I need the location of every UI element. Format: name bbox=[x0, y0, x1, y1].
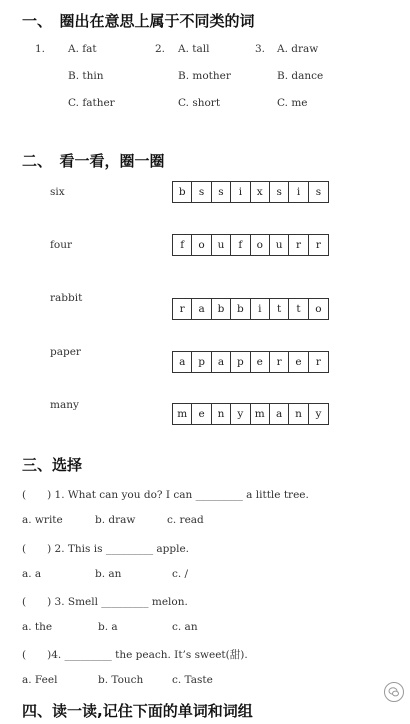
letter-cell: r bbox=[270, 352, 289, 372]
letter-grid-paper bbox=[172, 351, 329, 373]
word-paper: paper bbox=[50, 346, 81, 358]
group3-number: 3. bbox=[255, 43, 266, 55]
letter-cell: s bbox=[192, 182, 211, 202]
word-four: four bbox=[50, 239, 72, 251]
question-1-stem: ( ) 1. What can you do? I can _________ a little tree. bbox=[22, 489, 309, 501]
question-4-option-c: c. Taste bbox=[172, 674, 213, 686]
letter-cell: s bbox=[270, 182, 289, 202]
group1-option-b: B. thin bbox=[68, 70, 104, 82]
question-1-option-c: c. read bbox=[167, 514, 204, 526]
letter-cell: y bbox=[315, 408, 322, 420]
letter-grid-six bbox=[172, 181, 329, 203]
group2-number: 2. bbox=[155, 43, 166, 55]
letter-cell: i bbox=[289, 182, 308, 202]
letter-cell: u bbox=[270, 235, 289, 255]
question-3-option-b: b. a bbox=[98, 621, 118, 633]
letter-cell: f bbox=[173, 235, 192, 255]
letter-cell: b bbox=[173, 182, 192, 202]
letter-cell: p bbox=[231, 352, 250, 372]
letter-cell: b bbox=[212, 299, 231, 319]
question-4-option-b: b. Touch bbox=[98, 674, 144, 686]
question-4-stem: ( )4. _________ the peach. It’s sweet(甜). bbox=[22, 649, 248, 661]
question-2-option-c: c. / bbox=[172, 568, 189, 580]
letter-cell: t bbox=[289, 299, 308, 319]
letter-cell: a bbox=[173, 352, 192, 372]
group3-option-b: B. dance bbox=[277, 70, 324, 82]
letter-grid-many bbox=[172, 403, 329, 425]
letter-cell: u bbox=[212, 235, 231, 255]
letter-cell: i bbox=[231, 182, 250, 202]
letter-cell: b bbox=[231, 299, 250, 319]
question-4-option-a: a. Feel bbox=[22, 674, 58, 686]
letter-cell: e bbox=[192, 404, 211, 424]
letter-cell: r bbox=[315, 356, 321, 368]
letter-grid-four bbox=[172, 234, 329, 256]
letter-cell: y bbox=[231, 404, 250, 424]
section1-title: 一、 圈出在意思上属于不同类的词 bbox=[22, 12, 255, 30]
word-six: six bbox=[50, 186, 65, 198]
letter-cell: r bbox=[289, 235, 308, 255]
group1-option-a: A. fat bbox=[68, 43, 97, 55]
letter-cell: s bbox=[315, 186, 322, 198]
group2-option-a: A. tall bbox=[178, 43, 210, 55]
section3-title: 三、选择 bbox=[22, 456, 83, 474]
letter-cell: t bbox=[270, 299, 289, 319]
question-1-option-b: b. draw bbox=[95, 514, 136, 526]
letter-cell: s bbox=[212, 182, 231, 202]
group2-option-c: C. short bbox=[178, 97, 221, 109]
question-3-stem: ( ) 3. Smell _________ melon. bbox=[22, 596, 188, 608]
question-2-option-a: a. a bbox=[22, 568, 42, 580]
word-many: many bbox=[50, 399, 79, 411]
letter-cell: i bbox=[251, 299, 270, 319]
section2-title: 二、 看一看，圈一圈 bbox=[22, 152, 165, 170]
group1-number: 1. bbox=[35, 43, 46, 55]
chat-bubble-icon bbox=[388, 686, 400, 698]
letter-cell: m bbox=[251, 404, 270, 424]
letter-cell: a bbox=[212, 352, 231, 372]
letter-cell: e bbox=[251, 352, 270, 372]
group1-option-c: C. father bbox=[68, 97, 115, 109]
letter-cell: n bbox=[212, 404, 231, 424]
question-1-option-a: a. write bbox=[22, 514, 63, 526]
question-2-option-b: b. an bbox=[95, 568, 122, 580]
question-3-option-a: a. the bbox=[22, 621, 53, 633]
letter-cell: o bbox=[315, 303, 322, 315]
wechat-logo-icon bbox=[384, 682, 404, 702]
group2-option-b: B. mother bbox=[178, 70, 231, 82]
letter-cell: o bbox=[192, 235, 211, 255]
word-rabbit: rabbit bbox=[50, 292, 83, 304]
question-3-option-c: c. an bbox=[172, 621, 198, 633]
letter-cell: p bbox=[192, 352, 211, 372]
letter-cell: r bbox=[173, 299, 192, 319]
letter-cell: a bbox=[192, 299, 211, 319]
letter-cell: x bbox=[251, 182, 270, 202]
letter-cell: a bbox=[270, 404, 289, 424]
letter-cell: n bbox=[289, 404, 308, 424]
group3-option-a: A. draw bbox=[277, 43, 319, 55]
group3-option-c: C. me bbox=[277, 97, 308, 109]
letter-cell: m bbox=[173, 404, 192, 424]
question-2-stem: ( ) 2. This is _________ apple. bbox=[22, 543, 190, 555]
section4-title: 四、读一读,记住下面的单词和词组 bbox=[22, 702, 253, 720]
letter-cell: e bbox=[289, 352, 308, 372]
letter-cell: r bbox=[315, 239, 321, 251]
letter-cell: o bbox=[251, 235, 270, 255]
letter-grid-rabbit bbox=[172, 298, 329, 320]
letter-cell: f bbox=[231, 235, 250, 255]
